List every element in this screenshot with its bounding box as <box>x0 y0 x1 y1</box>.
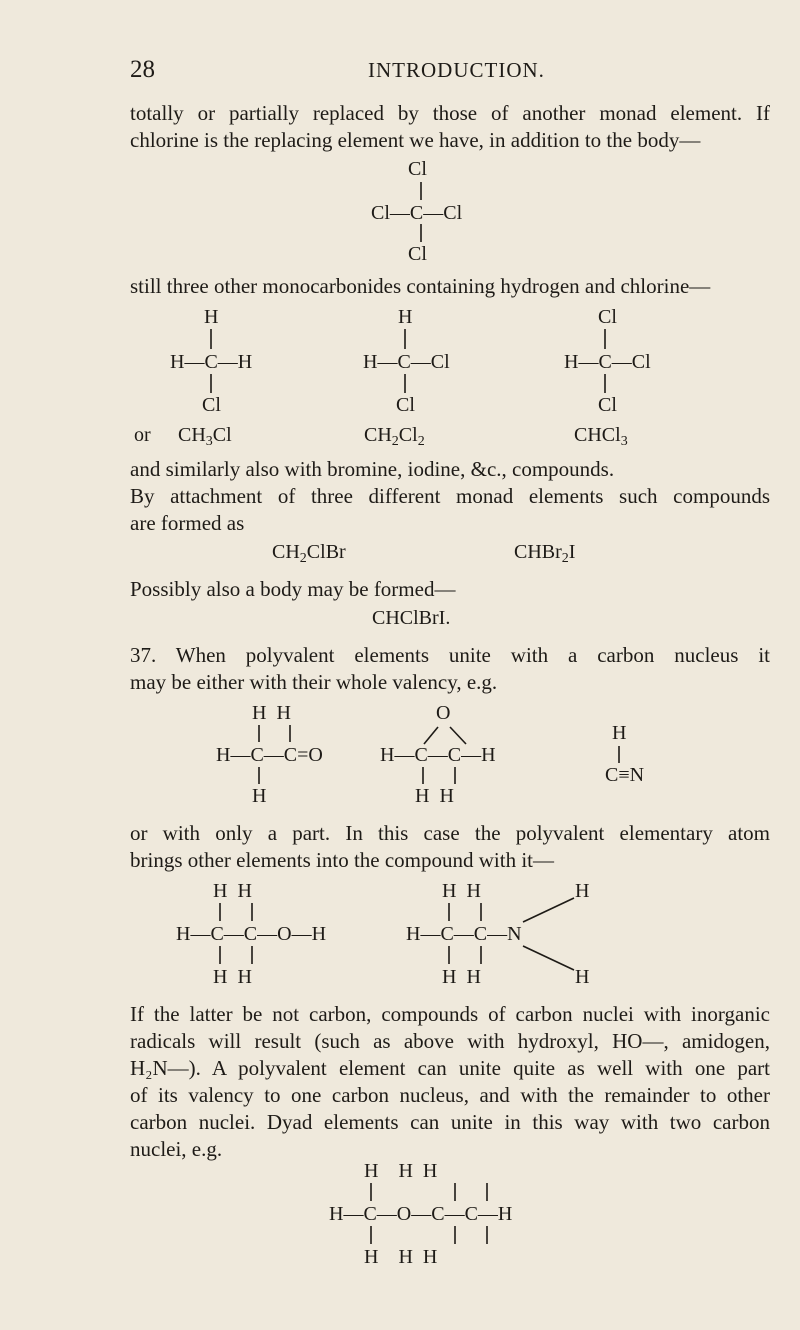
atom: Cl <box>598 394 617 416</box>
page-number: 28 <box>130 56 155 83</box>
atom: H <box>252 785 267 807</box>
paragraph-line: are formed as <box>130 511 245 535</box>
atom: Cl <box>396 394 415 416</box>
formula-name: $CH_3Cl$ <box>178 424 232 449</box>
formula-chclbri: CHClBrI. <box>372 607 451 629</box>
paragraph-line: nuclei, e.g. <box>130 1137 223 1161</box>
paragraph-line: If the latter be not carbon, compounds of carbon nuclei with inorganic <box>130 1002 770 1026</box>
atom-row: Cl—C—Cl <box>371 202 463 224</box>
paragraph-line: may be either with their whole valency, e.g. <box>130 670 498 694</box>
atom: H H <box>442 966 481 988</box>
atom-row: H—C—C—N <box>406 923 522 945</box>
atom: H H H <box>364 1246 438 1268</box>
atom: H <box>575 966 590 988</box>
running-title: INTRODUCTION. <box>368 58 545 82</box>
paragraph-line: radicals will result (such as above with hydroxyl, HO—, amidogen, <box>130 1029 770 1053</box>
atom: O <box>436 702 451 724</box>
paragraph-line: brings other elements into the compound with it— <box>130 848 555 872</box>
atom-row: C≡N <box>605 764 645 786</box>
atom: H H <box>213 880 252 902</box>
atom: Cl <box>202 394 221 416</box>
formula-name: CHCl$_3$ <box>574 424 628 449</box>
paragraph-line: or with only a part. In this case the polyvalent elementary atom <box>130 821 770 845</box>
formula-chbr2i: CHBr$_2$I <box>514 541 576 566</box>
paragraph-line: H₂N—). A polyvalent element can unite quite as well with one part <box>130 1056 770 1080</box>
bond-line <box>424 727 438 744</box>
atom-row: H—C—O—C—C—H <box>329 1203 513 1225</box>
atom-row: H—C—C=O <box>216 744 323 766</box>
atom: H H <box>213 966 252 988</box>
formula-ch2clbr: $CH_2ClBr$ <box>272 541 346 566</box>
paragraph-line: still three other monocarbonides containing hydrogen and chlorine— <box>130 274 711 298</box>
atom-row: H—C—C—O—H <box>176 923 327 945</box>
atom: H <box>575 880 590 902</box>
paragraph-line: Possibly also a body may be formed— <box>130 577 456 601</box>
atom-row: H—C—H <box>170 351 253 373</box>
atom: H <box>612 722 627 744</box>
paragraph-line: and similarly also with bromine, iodine, &c., compounds. <box>130 457 615 481</box>
atom: Cl <box>598 306 617 328</box>
paragraph-line: carbon nuclei. Dyad elements can unite in this way with two carbon <box>130 1110 770 1134</box>
or-label: or <box>134 424 151 446</box>
atom: H H <box>442 880 481 902</box>
paragraph-line: totally or partially replaced by those of another monad element. If <box>130 101 770 125</box>
bond-line <box>523 946 574 970</box>
paragraph-line: of its valency to one carbon nucleus, and with the remainder to other <box>130 1083 770 1107</box>
atom: Cl <box>408 243 427 265</box>
atom-row: H—C—C—H <box>380 744 496 766</box>
paragraph-line: By attachment of three different monad elements such compounds <box>130 484 770 508</box>
atom: H H <box>252 702 291 724</box>
bond-line <box>450 727 466 744</box>
atom-row: H—C—Cl <box>363 351 450 373</box>
atom: H <box>204 306 219 328</box>
bond-line <box>523 898 574 922</box>
atom-row: H—C—Cl <box>564 351 651 373</box>
atom: Cl <box>408 158 427 180</box>
paragraph-line: 37. When polyvalent elements unite with a carbon nucleus it <box>130 643 770 667</box>
formula-name: $CH_2Cl_2$ <box>364 424 425 449</box>
atom: H <box>398 306 413 328</box>
atom: H H <box>415 785 454 807</box>
atom: H H H <box>364 1160 438 1182</box>
paragraph-line: chlorine is the replacing element we have, in addition to the body— <box>130 128 701 152</box>
